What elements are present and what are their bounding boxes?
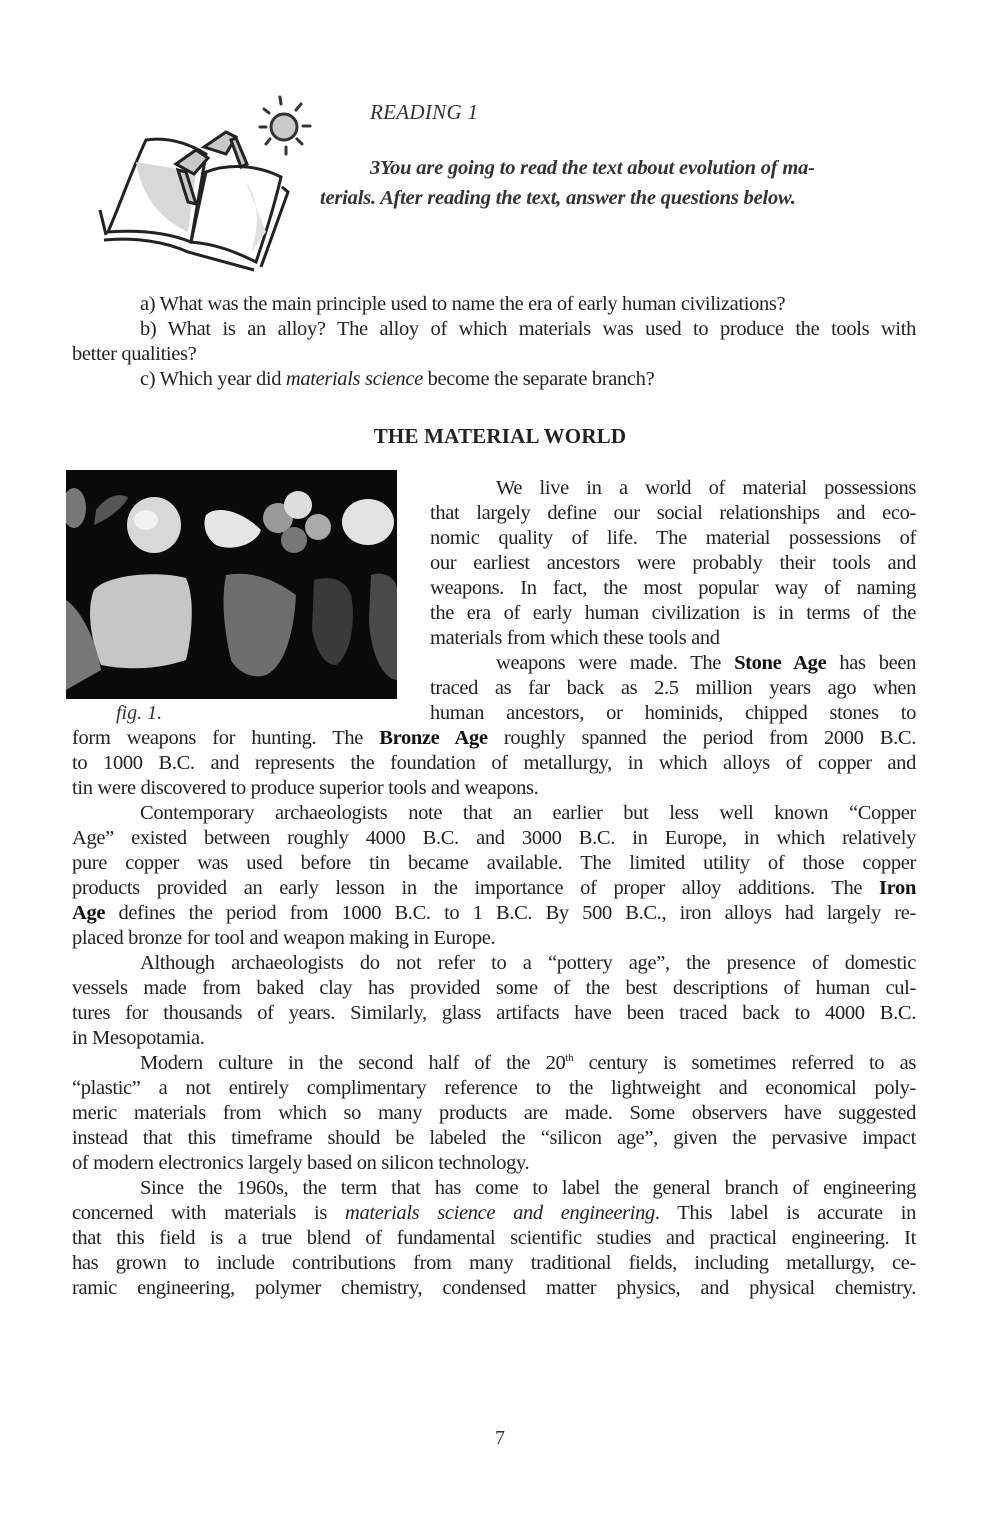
para1-line: nomic quality of life. The material possessions of (430, 527, 916, 549)
stone-age-line: human ancestors, or hominids, chipped stones to (430, 702, 916, 724)
task-number: 3 (370, 157, 381, 179)
section-heading: READING 1 (370, 100, 479, 124)
figure-stones-photo (66, 470, 397, 699)
copper-age-line: Age” existed between roughly 4000 B.C. and 3000 B.C. in Europe, in which relatively (72, 827, 916, 849)
sun-icon (260, 97, 310, 154)
mse-line: Since the 1960s, the term that has come to label the general branch of engineering (140, 1177, 916, 1199)
modern-line: Modern culture in the second half of the 20th century is sometimes referred to as (140, 1052, 916, 1074)
bronze-age-line: to 1000 B.C. and represents the foundation of metallurgy, in which alloys of copper and (72, 752, 916, 774)
task-instruction (320, 153, 916, 213)
bronze-age-line: form weapons for hunting. The Bronze Age roughly spanned the period from 2000 B.C. (72, 727, 917, 749)
mse-line: concerned with materials is materials science and engineering. This label is accurate in (72, 1202, 916, 1224)
question-b: b) What is an alloy? The alloy of which materials was used to produce the tools with (140, 318, 916, 340)
term-mse: materials science and engineering (345, 1202, 655, 1224)
mse-line: ramic engineering, polymer chemistry, condensed matter physics, and physical chemistry. (72, 1277, 916, 1299)
term-bronze-age: Bronze Age (379, 727, 488, 749)
figure-caption: fig. 1. (116, 702, 163, 724)
modern-line: of modern electronics largely based on silicon technology. (72, 1152, 530, 1174)
term-age: Age (72, 902, 106, 924)
task-line-2: terials. After reading the text, answer the questions below. (320, 187, 796, 209)
question-b-cont: better qualities? (72, 343, 197, 365)
modern-line: instead that this timeframe should be labeled the “silicon age”, given the pervasive impact (72, 1127, 916, 1149)
term-stone-age: Stone Age (734, 652, 827, 674)
reading-book-icon (96, 92, 316, 272)
pottery-line: Although archaeologists do not refer to a “pottery age”, the presence of domestic (140, 952, 916, 974)
copper-age-line: products provided an early lesson in the importance of proper alloy additions. The Iron (72, 877, 916, 899)
pottery-line: vessels made from baked clay has provided some of the best descriptions of human cul- (72, 977, 916, 999)
stone-age-line: traced as far back as 2.5 million years ago when (430, 677, 916, 699)
pottery-line: tures for thousands of years. Similarly, glass artifacts have been traced back to 4000 B.C. (72, 1002, 916, 1024)
mse-line: has grown to include contributions from many traditional fields, including metallurgy, ce- (72, 1252, 916, 1274)
copper-age-line: Age defines the period from 1000 B.C. to 1 B.C. By 500 B.C., iron alloys had largely re- (72, 902, 916, 924)
para1-line: the era of early human civilization is in terms of the (430, 602, 916, 624)
copper-age-line: placed bronze for tool and weapon making in Europe. (72, 927, 496, 949)
question-a: a) What was the main principle used to name the era of early human civilizations? (140, 293, 786, 315)
bronze-age-line: tin were discovered to produce superior tools and weapons. (72, 777, 539, 799)
copper-age-line: pure copper was used before tin became available. The limited utility of those copper (72, 852, 916, 874)
para1-line: our earliest ancestors were probably their tools and (430, 552, 916, 574)
page-number: 7 (495, 1427, 505, 1449)
pottery-line: in Mesopotamia. (72, 1027, 205, 1049)
para1-line: materials from which these tools and (430, 627, 720, 649)
copper-age-line: Contemporary archaeologists note that an earlier but less well known “Copper (140, 802, 916, 824)
para1-line: We live in a world of material possessions (496, 477, 916, 499)
modern-line: meric materials from which so many products are made. Some observers have suggested (72, 1102, 916, 1124)
question-c: c) Which year did materials science become the separate branch? (140, 368, 655, 390)
mse-line: that this field is a true blend of fundamental scientific studies and practical engineering. It (72, 1227, 916, 1249)
modern-line: “plastic” a not entirely complimentary reference to the lightweight and economical poly- (72, 1077, 916, 1099)
stone-age-line: weapons were made. The Stone Age has been (496, 652, 916, 674)
para1-line: that largely define our social relationships and eco- (430, 502, 916, 524)
article-title: THE MATERIAL WORLD (373, 424, 627, 448)
task-line-1: 3You are going to read the text about evolution of ma- (370, 157, 815, 179)
para1-line: weapons. In fact, the most popular way of naming (430, 577, 916, 599)
term-iron: Iron (879, 877, 916, 899)
